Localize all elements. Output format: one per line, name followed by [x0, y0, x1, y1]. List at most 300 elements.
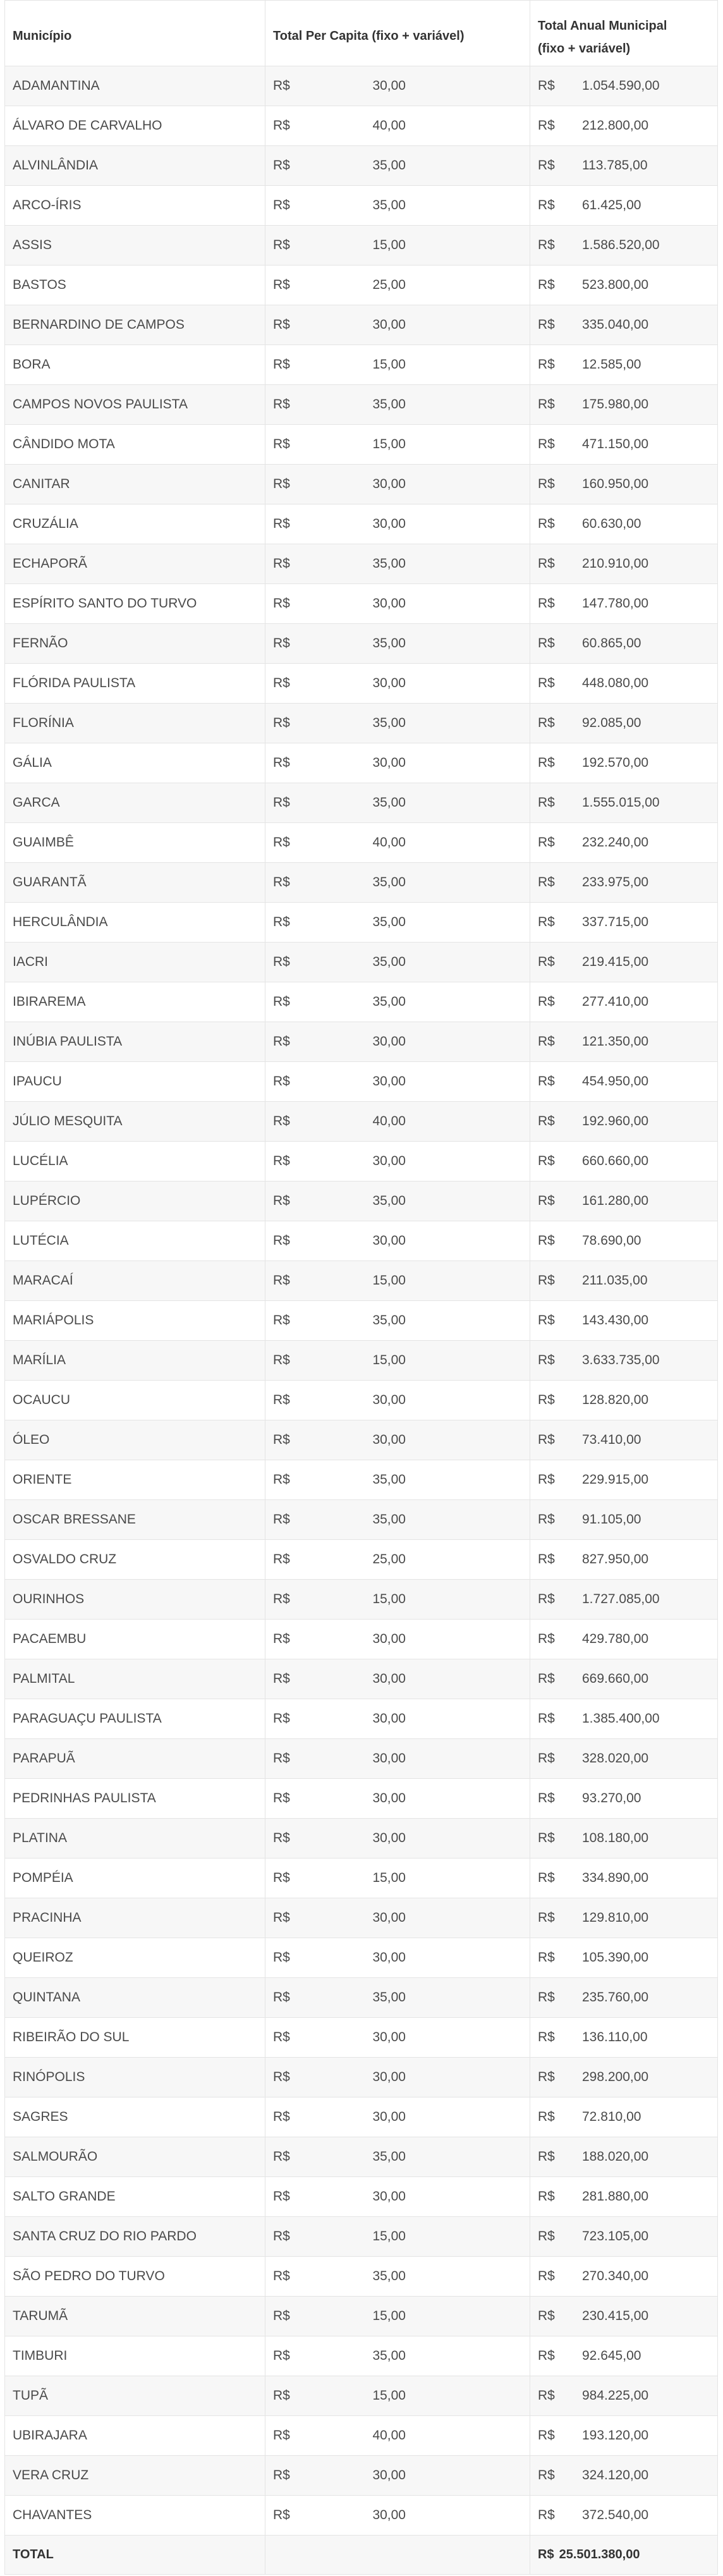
- annual-value: 60.865,00: [582, 636, 641, 650]
- currency-label: R$: [273, 1512, 290, 1527]
- annual-value: 1.385.400,00: [582, 1711, 660, 1726]
- annual-cell: [530, 1301, 718, 1341]
- currency-label: R$: [538, 238, 555, 252]
- municipal-table: [4, 0, 718, 2575]
- currency-label: R$: [273, 1472, 290, 1487]
- currency-label: R$: [538, 1910, 555, 1925]
- per-capita-value: 30,00: [372, 1432, 406, 1447]
- municipio-name: ASSIS: [5, 226, 265, 266]
- municipio-name: ORIENTE: [5, 1460, 265, 1500]
- currency-label: R$: [273, 556, 290, 571]
- per-capita-cell: [265, 982, 530, 1022]
- currency-label: R$: [538, 596, 555, 611]
- table-header-row: [5, 1, 718, 66]
- currency-label: R$: [538, 2548, 554, 2561]
- annual-value: 212.800,00: [582, 118, 649, 133]
- table-row: [5, 982, 718, 1022]
- per-capita-value: 35,00: [372, 198, 406, 212]
- annual-value: 1.054.590,00: [582, 78, 660, 93]
- annual-cell: [530, 544, 718, 584]
- annual-value: 277.410,00: [582, 994, 649, 1009]
- municipio-name: JÚLIO MESQUITA: [5, 1102, 265, 1142]
- per-capita-cell: [265, 823, 530, 863]
- header-per-capita: Total Per Capita (fixo + variável): [265, 1, 530, 66]
- currency-label: R$: [538, 1034, 555, 1049]
- municipio-name: POMPÉIA: [5, 1859, 265, 1898]
- annual-cell: [530, 465, 718, 504]
- per-capita-value: 30,00: [372, 2468, 406, 2482]
- currency-label: R$: [538, 1353, 555, 1367]
- currency-label: R$: [538, 2030, 555, 2044]
- annual-cell: [530, 1022, 718, 1062]
- currency-label: R$: [273, 317, 290, 332]
- currency-label: R$: [538, 198, 555, 212]
- currency-label: R$: [538, 158, 555, 173]
- annual-value: 454.950,00: [582, 1074, 649, 1089]
- annual-cell: [530, 2217, 718, 2257]
- per-capita-cell: [265, 1859, 530, 1898]
- annual-cell: [530, 345, 718, 385]
- annual-cell: [530, 2137, 718, 2177]
- per-capita-cell: [265, 1898, 530, 1938]
- currency-label: R$: [538, 1711, 555, 1726]
- per-capita-value: 15,00: [372, 1353, 406, 1367]
- currency-label: R$: [273, 1910, 290, 1925]
- per-capita-value: 30,00: [372, 1711, 406, 1726]
- currency-label: R$: [273, 1671, 290, 1686]
- currency-label: R$: [538, 1154, 555, 1168]
- municipio-name: MARACAÍ: [5, 1261, 265, 1301]
- currency-label: R$: [538, 1432, 555, 1447]
- currency-label: R$: [273, 915, 290, 929]
- municipio-name: PLATINA: [5, 1819, 265, 1859]
- per-capita-cell: [265, 1062, 530, 1102]
- per-capita-value: 30,00: [372, 2508, 406, 2522]
- per-capita-cell: [265, 1580, 530, 1620]
- per-capita-value: 15,00: [372, 2388, 406, 2403]
- municipio-name: INÚBIA PAULISTA: [5, 1022, 265, 1062]
- annual-value: 73.410,00: [582, 1432, 641, 1447]
- currency-label: R$: [538, 955, 555, 969]
- annual-value: 160.950,00: [582, 477, 649, 491]
- per-capita-cell: [265, 624, 530, 664]
- municipio-name: IBIRAREMA: [5, 982, 265, 1022]
- table-row: [5, 1022, 718, 1062]
- per-capita-cell: [265, 1420, 530, 1460]
- table-row: [5, 1420, 718, 1460]
- per-capita-value: 35,00: [372, 716, 406, 730]
- municipio-name: PACAEMBU: [5, 1620, 265, 1659]
- currency-label: R$: [273, 2229, 290, 2243]
- annual-value: 92.645,00: [582, 2348, 641, 2363]
- currency-label: R$: [538, 78, 555, 93]
- currency-label: R$: [538, 437, 555, 451]
- per-capita-cell: [265, 2496, 530, 2536]
- per-capita-cell: [265, 504, 530, 544]
- per-capita-value: 30,00: [372, 1950, 406, 1965]
- annual-value: 984.225,00: [582, 2388, 649, 2403]
- currency-label: R$: [273, 1871, 290, 1885]
- per-capita-cell: [265, 1779, 530, 1819]
- municipio-name: CRUZÁLIA: [5, 504, 265, 544]
- per-capita-value: 25,00: [372, 1552, 406, 1566]
- annual-value: 669.660,00: [582, 1671, 649, 1686]
- table-row: [5, 1659, 718, 1699]
- municipio-name: ESPÍRITO SANTO DO TURVO: [5, 584, 265, 624]
- currency-label: R$: [538, 516, 555, 531]
- currency-label: R$: [273, 1393, 290, 1407]
- currency-label: R$: [273, 1791, 290, 1805]
- currency-label: R$: [273, 636, 290, 650]
- annual-value: 93.270,00: [582, 1791, 641, 1805]
- per-capita-value: 30,00: [372, 676, 406, 690]
- header-municipio: Município: [5, 1, 265, 66]
- currency-label: R$: [273, 755, 290, 770]
- currency-label: R$: [538, 994, 555, 1009]
- municipio-name: PARAGUAÇU PAULISTA: [5, 1699, 265, 1739]
- annual-value: 61.425,00: [582, 198, 641, 212]
- annual-cell: [530, 943, 718, 982]
- table-row: [5, 2416, 718, 2456]
- municipio-name: UBIRAJARA: [5, 2416, 265, 2456]
- currency-label: R$: [273, 238, 290, 252]
- per-capita-cell: [265, 2376, 530, 2416]
- annual-cell: [530, 1142, 718, 1181]
- municipio-name: PALMITAL: [5, 1659, 265, 1699]
- per-capita-value: 30,00: [372, 1831, 406, 1845]
- annual-cell: [530, 743, 718, 783]
- per-capita-value: 15,00: [372, 357, 406, 372]
- municipio-name: LUTÉCIA: [5, 1221, 265, 1261]
- per-capita-value: 30,00: [372, 1910, 406, 1925]
- annual-cell: [530, 146, 718, 186]
- per-capita-value: 40,00: [372, 835, 406, 850]
- annual-value: 1.586.520,00: [582, 238, 660, 252]
- per-capita-cell: [265, 1500, 530, 1540]
- currency-label: R$: [273, 2508, 290, 2522]
- currency-label: R$: [538, 2149, 555, 2164]
- annual-value: 1.555.015,00: [582, 795, 660, 810]
- annual-value: 335.040,00: [582, 317, 649, 332]
- annual-value: 281.880,00: [582, 2189, 649, 2204]
- per-capita-value: 35,00: [372, 915, 406, 929]
- currency-label: R$: [538, 1552, 555, 1566]
- per-capita-value: 35,00: [372, 556, 406, 571]
- per-capita-value: 30,00: [372, 596, 406, 611]
- municipio-name: OCAUCU: [5, 1381, 265, 1420]
- currency-label: R$: [538, 1831, 555, 1845]
- currency-label: R$: [538, 317, 555, 332]
- annual-value: 193.120,00: [582, 2428, 649, 2443]
- municipio-name: PEDRINHAS PAULISTA: [5, 1779, 265, 1819]
- table-row: [5, 2297, 718, 2336]
- table-row: [5, 1978, 718, 2018]
- per-capita-value: 35,00: [372, 1512, 406, 1527]
- per-capita-value: 35,00: [372, 1990, 406, 2005]
- per-capita-cell: [265, 2257, 530, 2297]
- municipio-name: BASTOS: [5, 266, 265, 305]
- annual-cell: [530, 783, 718, 823]
- table-row: [5, 783, 718, 823]
- per-capita-value: 35,00: [372, 1472, 406, 1487]
- per-capita-cell: [265, 2177, 530, 2217]
- per-capita-value: 30,00: [372, 1791, 406, 1805]
- municipio-name: RINÓPOLIS: [5, 2058, 265, 2097]
- per-capita-value: 35,00: [372, 2348, 406, 2363]
- municipio-name: OSCAR BRESSANE: [5, 1500, 265, 1540]
- municipio-name: FLORÍNIA: [5, 704, 265, 743]
- annual-value: 136.110,00: [582, 2030, 648, 2044]
- annual-cell: [530, 2456, 718, 2496]
- table-row: [5, 305, 718, 345]
- annual-cell: [530, 1062, 718, 1102]
- table-row: [5, 584, 718, 624]
- table-row: [5, 624, 718, 664]
- currency-label: R$: [538, 1512, 555, 1527]
- total-annual-value: 25.501.380,00: [559, 2548, 640, 2561]
- per-capita-cell: [265, 1819, 530, 1859]
- currency-label: R$: [273, 1353, 290, 1367]
- table-row: [5, 903, 718, 943]
- municipio-name: SALTO GRANDE: [5, 2177, 265, 2217]
- currency-label: R$: [538, 1193, 555, 1208]
- per-capita-cell: [265, 943, 530, 982]
- annual-value: 523.800,00: [582, 278, 649, 292]
- currency-label: R$: [273, 1034, 290, 1049]
- table-row: [5, 2456, 718, 2496]
- per-capita-cell: [265, 664, 530, 704]
- total-row: [5, 2536, 718, 2575]
- currency-label: R$: [273, 596, 290, 611]
- per-capita-cell: [265, 2097, 530, 2137]
- currency-label: R$: [273, 2269, 290, 2283]
- currency-label: R$: [273, 437, 290, 451]
- annual-cell: [530, 2376, 718, 2416]
- per-capita-cell: [265, 1181, 530, 1221]
- annual-value: 113.785,00: [582, 158, 648, 173]
- table-row: [5, 823, 718, 863]
- annual-value: 60.630,00: [582, 516, 641, 531]
- annual-cell: [530, 823, 718, 863]
- annual-cell: [530, 1221, 718, 1261]
- table-row: [5, 106, 718, 146]
- table-row: [5, 704, 718, 743]
- per-capita-value: 35,00: [372, 397, 406, 412]
- municipio-name: SÃO PEDRO DO TURVO: [5, 2257, 265, 2297]
- currency-label: R$: [273, 477, 290, 491]
- annual-cell: [530, 266, 718, 305]
- currency-label: R$: [538, 556, 555, 571]
- annual-value: 121.350,00: [582, 1034, 649, 1049]
- per-capita-value: 25,00: [372, 278, 406, 292]
- per-capita-cell: [265, 266, 530, 305]
- per-capita-value: 30,00: [372, 2030, 406, 2044]
- annual-value: 12.585,00: [582, 357, 641, 372]
- table-row: [5, 1261, 718, 1301]
- currency-label: R$: [273, 516, 290, 531]
- per-capita-cell: [265, 2456, 530, 2496]
- currency-label: R$: [273, 397, 290, 412]
- municipio-name: CANITAR: [5, 465, 265, 504]
- per-capita-value: 30,00: [372, 1751, 406, 1766]
- currency-label: R$: [538, 1472, 555, 1487]
- per-capita-value: 30,00: [372, 2109, 406, 2124]
- municipio-name: FERNÃO: [5, 624, 265, 664]
- currency-label: R$: [273, 994, 290, 1009]
- per-capita-value: 30,00: [372, 755, 406, 770]
- municipio-name: QUEIROZ: [5, 1938, 265, 1978]
- annual-cell: [530, 2097, 718, 2137]
- table-row: [5, 863, 718, 903]
- per-capita-cell: [265, 1938, 530, 1978]
- annual-value: 91.105,00: [582, 1512, 641, 1527]
- currency-label: R$: [273, 1074, 290, 1089]
- table-row: [5, 146, 718, 186]
- municipio-name: ÁLVARO DE CARVALHO: [5, 106, 265, 146]
- currency-label: R$: [538, 2189, 555, 2204]
- per-capita-cell: [265, 2018, 530, 2058]
- currency-label: R$: [538, 795, 555, 810]
- per-capita-value: 35,00: [372, 955, 406, 969]
- currency-label: R$: [273, 955, 290, 969]
- currency-label: R$: [538, 397, 555, 412]
- municipio-name: GÁLIA: [5, 743, 265, 783]
- municipio-name: CHAVANTES: [5, 2496, 265, 2536]
- per-capita-cell: [265, 1381, 530, 1420]
- per-capita-cell: [265, 1261, 530, 1301]
- annual-value: 192.570,00: [582, 755, 649, 770]
- currency-label: R$: [273, 78, 290, 93]
- annual-cell: [530, 1580, 718, 1620]
- table-row: [5, 743, 718, 783]
- municipio-name: LUCÉLIA: [5, 1142, 265, 1181]
- table-row: [5, 2217, 718, 2257]
- table-row: [5, 1102, 718, 1142]
- currency-label: R$: [273, 1990, 290, 2005]
- total-annual-cell: [530, 2536, 718, 2575]
- table-row: [5, 544, 718, 584]
- annual-value: 108.180,00: [582, 1831, 649, 1845]
- currency-label: R$: [538, 2269, 555, 2283]
- annual-cell: [530, 2018, 718, 2058]
- municipio-name: VERA CRUZ: [5, 2456, 265, 2496]
- currency-label: R$: [538, 2428, 555, 2443]
- per-capita-cell: [265, 1620, 530, 1659]
- annual-value: 429.780,00: [582, 1632, 649, 1646]
- per-capita-value: 30,00: [372, 317, 406, 332]
- municipio-name: SANTA CRUZ DO RIO PARDO: [5, 2217, 265, 2257]
- annual-value: 448.080,00: [582, 676, 649, 690]
- municipio-name: SALMOURÃO: [5, 2137, 265, 2177]
- table-row: [5, 2496, 718, 2536]
- annual-cell: [530, 1859, 718, 1898]
- annual-value: 211.035,00: [582, 1273, 648, 1288]
- annual-cell: [530, 1898, 718, 1938]
- municipio-name: ALVINLÂNDIA: [5, 146, 265, 186]
- annual-value: 72.810,00: [582, 2109, 641, 2124]
- annual-value: 723.105,00: [582, 2229, 649, 2243]
- per-capita-cell: [265, 465, 530, 504]
- per-capita-value: 15,00: [372, 2309, 406, 2323]
- header-annual-line1: Total Anual Municipal: [538, 19, 667, 33]
- annual-value: 175.980,00: [582, 397, 649, 412]
- currency-label: R$: [273, 118, 290, 133]
- municipio-name: RIBEIRÃO DO SUL: [5, 2018, 265, 2058]
- annual-cell: [530, 2058, 718, 2097]
- municipio-name: FLÓRIDA PAULISTA: [5, 664, 265, 704]
- annual-cell: [530, 186, 718, 226]
- currency-label: R$: [273, 2388, 290, 2403]
- annual-value: 147.780,00: [582, 596, 649, 611]
- per-capita-cell: [265, 345, 530, 385]
- per-capita-cell: [265, 1699, 530, 1739]
- currency-label: R$: [538, 1791, 555, 1805]
- currency-label: R$: [538, 636, 555, 650]
- currency-label: R$: [273, 1751, 290, 1766]
- per-capita-cell: [265, 2336, 530, 2376]
- table-row: [5, 1062, 718, 1102]
- annual-value: 188.020,00: [582, 2149, 649, 2164]
- table-row: [5, 2137, 718, 2177]
- currency-label: R$: [538, 835, 555, 850]
- table-row: [5, 1142, 718, 1181]
- annual-cell: [530, 2257, 718, 2297]
- table-row: [5, 1460, 718, 1500]
- per-capita-value: 30,00: [372, 2189, 406, 2204]
- annual-value: 328.020,00: [582, 1751, 649, 1766]
- table-row: [5, 504, 718, 544]
- annual-cell: [530, 1381, 718, 1420]
- table-row: [5, 66, 718, 106]
- per-capita-value: 35,00: [372, 2269, 406, 2283]
- currency-label: R$: [538, 1871, 555, 1885]
- per-capita-cell: [265, 584, 530, 624]
- per-capita-value: 35,00: [372, 158, 406, 173]
- currency-label: R$: [538, 1393, 555, 1407]
- per-capita-cell: [265, 2058, 530, 2097]
- annual-value: 1.727.085,00: [582, 1592, 660, 1606]
- annual-value: 105.390,00: [582, 1950, 649, 1965]
- currency-label: R$: [273, 1273, 290, 1288]
- currency-label: R$: [273, 795, 290, 810]
- per-capita-value: 35,00: [372, 795, 406, 810]
- table-row: [5, 1620, 718, 1659]
- currency-label: R$: [538, 2388, 555, 2403]
- municipio-name: SAGRES: [5, 2097, 265, 2137]
- currency-label: R$: [273, 2428, 290, 2443]
- municipio-name: HERCULÂNDIA: [5, 903, 265, 943]
- per-capita-cell: [265, 106, 530, 146]
- table-row: [5, 2018, 718, 2058]
- per-capita-cell: [265, 1301, 530, 1341]
- annual-cell: [530, 425, 718, 465]
- per-capita-value: 15,00: [372, 238, 406, 252]
- annual-value: 233.975,00: [582, 875, 649, 889]
- per-capita-cell: [265, 146, 530, 186]
- annual-cell: [530, 1261, 718, 1301]
- annual-value: 128.820,00: [582, 1393, 649, 1407]
- annual-value: 324.120,00: [582, 2468, 649, 2482]
- currency-label: R$: [273, 716, 290, 730]
- per-capita-value: 15,00: [372, 1871, 406, 1885]
- currency-label: R$: [273, 1114, 290, 1128]
- currency-label: R$: [538, 1950, 555, 1965]
- currency-label: R$: [273, 2468, 290, 2482]
- table-row: [5, 1381, 718, 1420]
- currency-label: R$: [273, 1154, 290, 1168]
- annual-cell: [530, 903, 718, 943]
- currency-label: R$: [538, 357, 555, 372]
